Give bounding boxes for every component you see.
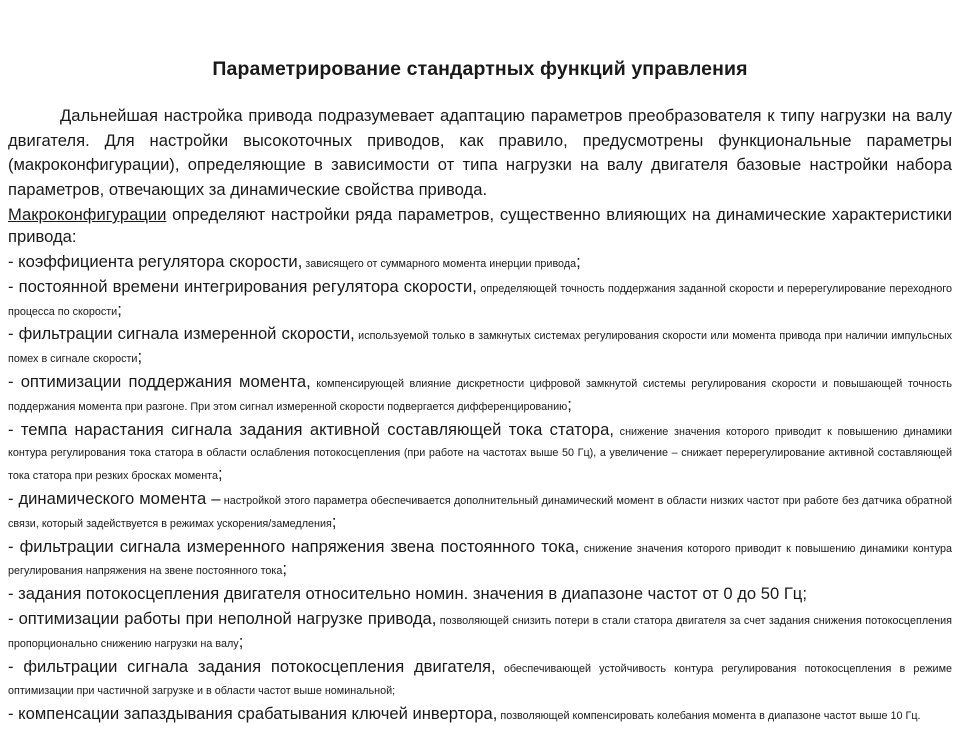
list-item: [8, 489, 952, 535]
item-title: темпа нарастания сигнала задания активной составляющей тока статора,: [20, 419, 614, 439]
item-end: ;: [567, 394, 572, 414]
item-description: снижение значения которого приводит к повышению динамики контура регулирования тока статора в области ослабления потокосцепления (при работе на частотах выше 50 Гц), а увеличение – снижает перерегулирование активной составляющей тока статора при резких бросках момента: [8, 425, 952, 483]
item-dash: -: [8, 324, 19, 344]
list-item: [8, 420, 952, 487]
page-title: Параметрирование стандартных функций управления: [212, 58, 748, 80]
list-item: [8, 537, 952, 583]
item-dash: -: [8, 584, 19, 604]
item-dash: -: [8, 419, 21, 439]
item-dash: -: [8, 252, 19, 271]
item-description: обеспечивающей устойчивость контура регулирования потокосцепления в режиме оптимизации при частичной загрузке и в области частот выше номинальной;: [8, 662, 952, 698]
item-dash: -: [8, 608, 19, 628]
item-description: настройкой этого параметра обеспечивается дополнительный динамический момент в области низких частот при работе без датчика обратной связи, который задействуется в режимах ускорения/замедления: [8, 494, 952, 530]
list-item: [8, 277, 952, 323]
item-title: оптимизации поддержания момента,: [20, 371, 311, 391]
list-item: [8, 584, 952, 607]
lead-term: Макроконфигурации: [8, 205, 167, 224]
item-title: постоянной времени интегрирования регулятора скорости,: [18, 276, 477, 296]
parameter-list: [8, 252, 952, 729]
item-title: фильтрации сигнала измеренного напряжения звена постоянного тока,: [19, 536, 580, 556]
item-end: ;: [217, 464, 223, 484]
list-item: [8, 324, 952, 370]
item-title: фильтрации сигнала измеренной скорости,: [18, 324, 355, 344]
list-item: [8, 609, 952, 655]
list-item: [8, 704, 952, 727]
intro-paragraph: Дальнейшая настройка привода подразумевает адаптацию параметров преобразователя к типу нагрузки на валу двигателя. Для настройки высокоточных приводов, как правило, предусмотрены функциональные параметры (макроконфигурации), определяющие в зависимости от типа нагрузки на валу двигателя базовые настройки набора параметров, отвечающих за динамические свойства привода.: [8, 106, 952, 199]
list-item: [8, 252, 952, 275]
item-dash: -: [8, 371, 21, 391]
item-title: динамического момента –: [18, 488, 221, 508]
lead-paragraph: [8, 204, 952, 248]
item-title: коэффициента регулятора скорости,: [18, 252, 303, 271]
lead-text: определяют настройки ряда параметров, существенно влияющих на динамические характеристики привода:: [8, 205, 952, 246]
item-description: позволяющей компенсировать колебания момента в диапазоне частот выше 10 Гц.: [497, 710, 921, 723]
item-end: ;: [238, 631, 244, 651]
item-description: компенсирующей влияние дискретности цифровой замкнутой системы регулирования скорости и повышающей точность поддержания момента при разгоне. При этом сигнал измеренной скорости подвергается дифференцированию: [8, 377, 952, 413]
item-description: используемой только в замкнутых системах регулирования скорости или момента привода при наличии импульсных помех в сигнале скорости: [8, 330, 953, 366]
item-dash: -: [8, 488, 19, 508]
item-dash: -: [8, 656, 24, 676]
item-dash: -: [8, 704, 19, 724]
list-item: [8, 372, 952, 418]
item-title: фильтрации сигнала задания потокосцепления двигателя,: [23, 656, 496, 676]
item-end: ;: [117, 299, 122, 319]
item-title: компенсации запаздывания срабатывания ключей инвертора,: [18, 704, 498, 724]
item-title: оптимизации работы при неполной нагрузке привода,: [18, 608, 437, 628]
item-title: задания потокосцепления двигателя относительно номин. значения в диапазоне частот от 0 до 50 Гц;: [18, 584, 807, 604]
item-description: снижение значения которого приводит к повышению динамики контура регулирования напряжения на звене постоянного тока: [8, 542, 952, 578]
item-dash: -: [8, 276, 19, 296]
item-description: зависящего от суммарного момента инерции привода: [302, 258, 577, 270]
item-end: ;: [282, 559, 288, 579]
item-description: позволяющей снизить потери в стали статора двигателя за счет задания снижения потокосцепления пропорционально снижению нагрузки на валу: [8, 614, 952, 650]
list-item: [8, 657, 952, 703]
item-end: ;: [137, 347, 143, 367]
item-end: ;: [331, 511, 337, 531]
item-dash: -: [8, 536, 20, 556]
item-description: определяющей точность поддержания заданной скорости и перерегулирование переходного процесса по скорости: [8, 282, 952, 318]
item-end: ;: [576, 252, 581, 271]
